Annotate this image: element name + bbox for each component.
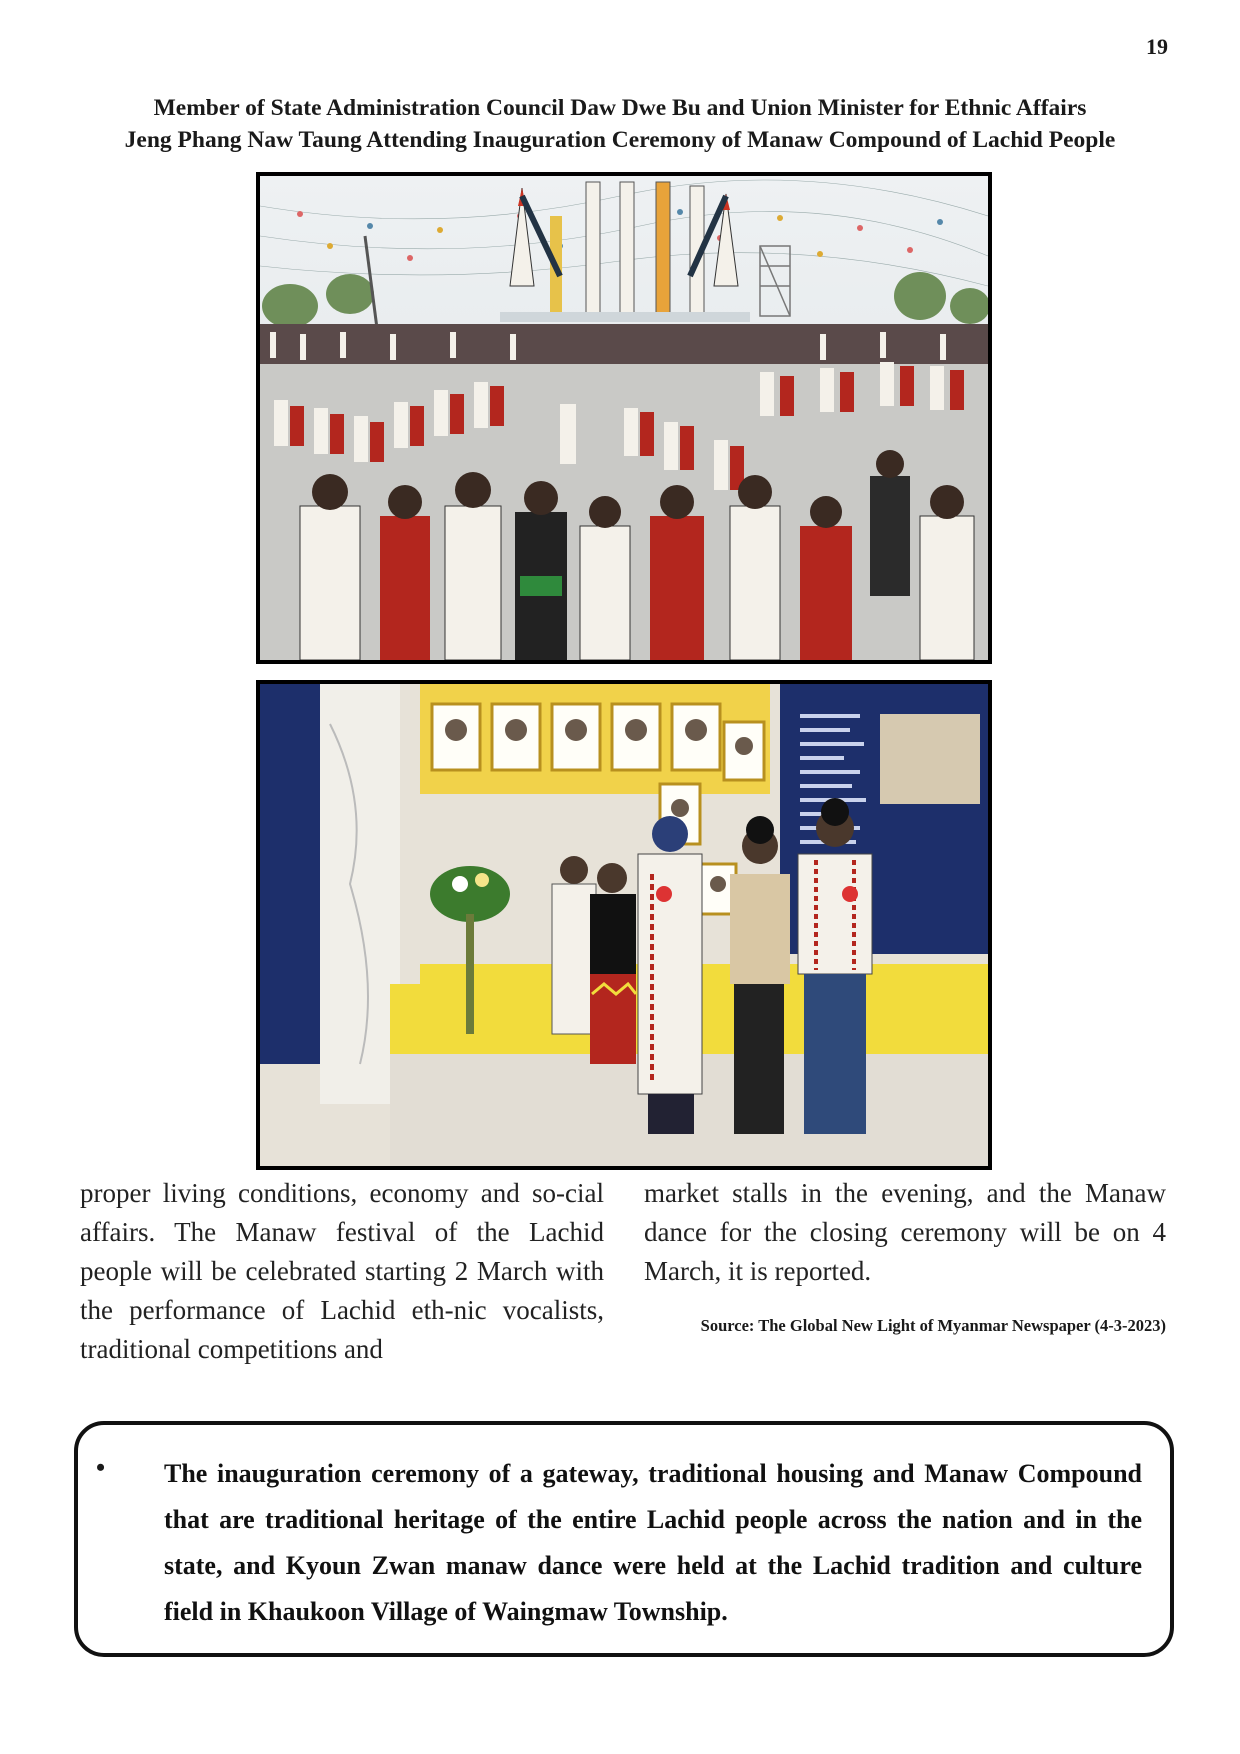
article-right-column	[644, 1174, 1166, 1291]
headline-line-2: Jeng Phang Naw Taung Attending Inauguration Ceremony of Manaw Compound of Lachid People	[124, 127, 1116, 153]
photo-officials-viewing-exhibit	[256, 680, 992, 1170]
bullet-marker: •	[96, 1453, 106, 1482]
article-left-column	[80, 1174, 604, 1369]
article-right-text: market stalls in the evening, and the Manaw dance for the closing ceremony will be on 4 March, it is reported.	[644, 1178, 1166, 1286]
photo-manaw-crowd	[256, 172, 992, 664]
source-citation: Source: The Global New Light of Myanmar Newspaper (4-3-2023)	[700, 1316, 1166, 1335]
headline	[60, 92, 1180, 156]
highlight-box	[74, 1421, 1174, 1657]
page-number: 19	[1146, 34, 1168, 59]
highlight-text: The inauguration ceremony of a gateway, traditional housing and Manaw Compound that are traditional heritage of the entire Lachid people across the nation and in the state, and Kyoun Zwan manaw dance were held at the Lachid tradition and culture field in Khaukoon Village of Waingmaw Township.	[164, 1459, 1142, 1626]
article-left-text: proper living conditions, economy and so-cial affairs. The Manaw festival of the Lachid people will be celebrated starting 2 March with the performance of Lachid eth-nic vocalists, traditional competitions and	[80, 1178, 604, 1364]
headline-line-1: Member of State Administration Council Daw Dwe Bu and Union Minister for Ethnic Affairs	[153, 95, 1087, 121]
photo-manaw-crowd-illustration	[260, 176, 988, 660]
photo-officials-illustration	[260, 684, 988, 1166]
